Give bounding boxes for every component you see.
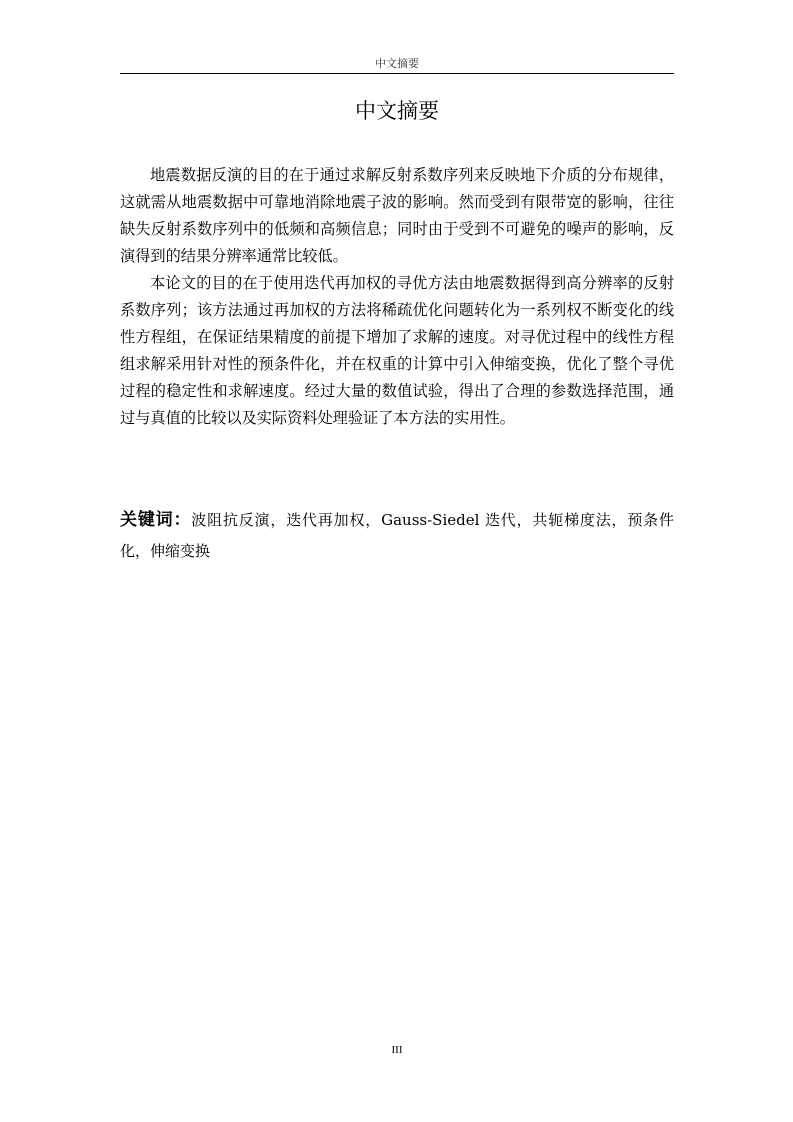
abstract-body bbox=[120, 162, 674, 432]
page-title: 中文摘要 bbox=[355, 99, 439, 123]
keywords-block bbox=[120, 505, 674, 567]
keywords-label: 关键词： bbox=[120, 510, 192, 530]
header-rule bbox=[120, 73, 674, 74]
abstract-paragraph-2: 本论文的目的在于使用迭代再加权的寻优方法由地震数据得到高分辨率的反射系数序列；该方法通过再加权的方法将稀疏优化问题转化为一系列权不断变化的线性方程组，在保证结果精度的前提下增加了求解的速度。对寻优过程中的线性方程组求解采用针对性的预条件化，并在权重的计算中引入伸缩变换，优化了整个寻优过程的稳定性和求解速度。经过大量的数值试验，得出了合理的参数选择范围，通过与真值的比较以及实际资料处理验证了本方法的实用性。 bbox=[120, 274, 674, 427]
page-number: III bbox=[391, 1044, 403, 1056]
keywords-text: 波阻抗反演，迭代再加权，Gauss-Siedel 迭代，共轭梯度法，预条件化，伸缩变换 bbox=[120, 511, 674, 560]
running-header: 中文摘要 bbox=[375, 57, 419, 70]
abstract-paragraph-1: 地震数据反演的目的在于通过求解反射系数序列来反映地下介质的分布规律，这就需从地震数据中可靠地消除地震子波的影响。然而受到有限带宽的影响，往往缺失反射系数序列中的低频和高频信息；同时由于受到不可避免的噪声的影响，反演得到的结果分辨率通常比较低。 bbox=[120, 166, 674, 265]
